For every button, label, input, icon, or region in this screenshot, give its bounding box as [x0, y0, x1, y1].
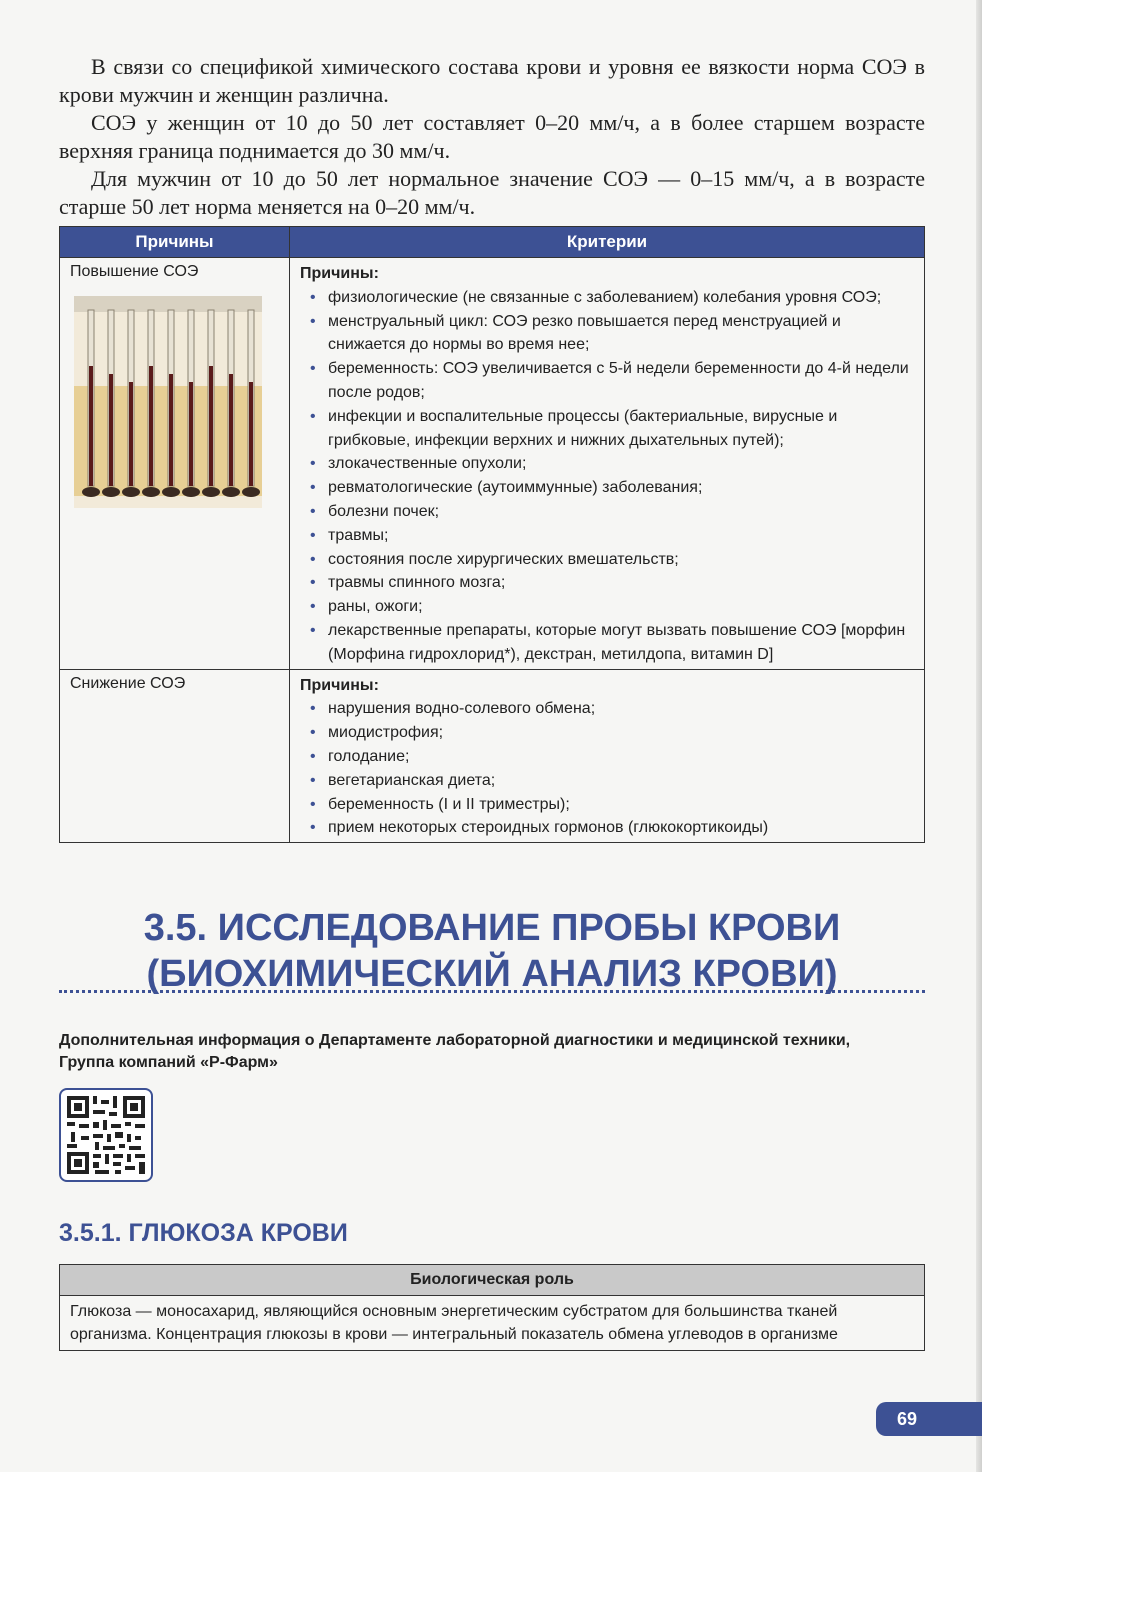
biological-role-table [59, 1264, 925, 1351]
list-item: • беременность (I и II триместры); [328, 793, 914, 817]
page-edge [976, 0, 982, 1472]
tube-stopper [142, 487, 160, 497]
criteria-list [300, 286, 914, 667]
tube-stopper [182, 487, 200, 497]
cause-cell [60, 258, 290, 670]
table-header-row [60, 1265, 925, 1296]
cause-label: Снижение СОЭ [70, 674, 186, 692]
list-item: • миодистрофия; [328, 721, 914, 745]
list-item: • лекарственные препараты, которые могут вызвать повышение СОЭ [морфин (Морфина гидрохлорид*), декстран, метилдопа, витамин D] [328, 619, 914, 667]
section-title-line: 3.5. ИССЛЕДОВАНИЕ ПРОБЫ КРОВИ [143, 907, 841, 949]
table-row [60, 669, 925, 843]
intro-paragraph: СОЭ у женщин от 10 до 50 лет составляет 0–20 мм/ч, а в более старшем возрасте верхняя граница поднимается до 30 мм/ч. [59, 110, 925, 163]
cause-cell [60, 669, 290, 843]
tube-stopper [102, 487, 120, 497]
tube-stopper [82, 487, 100, 497]
blood-column [189, 382, 193, 486]
list-item: • инфекции и воспалительные процессы (бактериальные, вирусные и грибковые, инфекции верхних и нижних дыхательных путей); [328, 405, 914, 453]
subsection-title: 3.5.1. ГЛЮКОЗА КРОВИ [59, 1219, 348, 1247]
blood-column [249, 382, 253, 486]
criteria-list [300, 697, 914, 840]
header-causes: Причины [60, 227, 290, 258]
section-title [59, 905, 925, 997]
table-header-row [60, 227, 925, 258]
esr-criteria-table [59, 226, 925, 843]
tube-stopper [222, 487, 240, 497]
bio-text: Глюкоза — моносахарид, являющийся основным энергетическим субстратом для большинства тканей организма. Концентрация глюкозы в крови — интегральный показатель обмена углеводов в организме [60, 1296, 925, 1351]
blood-column [229, 374, 233, 486]
blood-column [209, 366, 213, 486]
info-line: Группа компаний «Р-Фарм» [59, 1054, 278, 1071]
list-item: • травмы; [328, 524, 914, 548]
list-item: • беременность: СОЭ увеличивается с 5-й недели беременности до 4-й недели после родов; [328, 357, 914, 405]
intro-text [59, 53, 925, 221]
intro-paragraph: В связи со спецификой химического состава крови и уровня ее вязкости норма СОЭ в крови мужчин и женщин различна. [59, 54, 925, 107]
intro-paragraph: Для мужчин от 10 до 50 лет нормальное значение СОЭ — 0–15 мм/ч, а в возрасте старше 50 лет норма меняется на 0–20 мм/ч. [59, 166, 925, 219]
tube-stopper [242, 487, 260, 497]
blood-column [109, 374, 113, 486]
bio-header: Биологическая роль [60, 1265, 925, 1296]
esr-tubes-photo [74, 296, 262, 508]
list-item: • вегетарианская диета; [328, 769, 914, 793]
tube-stopper [122, 487, 140, 497]
blood-column [129, 382, 133, 486]
blood-column [169, 374, 173, 486]
dotted-divider [59, 990, 925, 993]
list-item: • травмы спинного мозга; [328, 571, 914, 595]
criteria-heading: Причины: [300, 676, 379, 694]
list-item: • менструальный цикл: СОЭ резко повышается перед менструацией и снижается до нормы во время нее; [328, 310, 914, 358]
list-item: • нарушения водно-солевого обмена; [328, 697, 914, 721]
qr-code-icon [67, 1096, 145, 1174]
criteria-cell [290, 669, 925, 843]
section-title-line: (БИОХИМИЧЕСКИЙ АНАЛИЗ КРОВИ) [146, 953, 838, 995]
tube-stopper [202, 487, 220, 497]
list-item: • ревматологические (аутоиммунные) заболевания; [328, 476, 914, 500]
list-item: • прием некоторых стероидных гормонов (глюкокортикоиды) [328, 816, 914, 840]
list-item: • злокачественные опухоли; [328, 452, 914, 476]
list-item: • физиологические (не связанные с заболеванием) колебания уровня СОЭ; [328, 286, 914, 310]
header-criteria: Критерии [290, 227, 925, 258]
list-item: • болезни почек; [328, 500, 914, 524]
page-number: 69 [876, 1402, 982, 1436]
list-item: • голодание; [328, 745, 914, 769]
table-row [60, 1296, 925, 1351]
blood-column [89, 366, 93, 486]
qr-code[interactable] [59, 1088, 153, 1182]
blood-column [149, 366, 153, 486]
criteria-cell [290, 258, 925, 670]
list-item: • состояния после хирургических вмешательств; [328, 548, 914, 572]
list-item: • раны, ожоги; [328, 595, 914, 619]
info-note [59, 1030, 925, 1074]
cause-label: Повышение СОЭ [70, 263, 199, 280]
criteria-heading: Причины: [300, 265, 379, 282]
info-line: Дополнительная информация о Департаменте лабораторной диагностики и медицинской техники, [59, 1032, 851, 1049]
tube-stopper [162, 487, 180, 497]
table-row [60, 258, 925, 670]
